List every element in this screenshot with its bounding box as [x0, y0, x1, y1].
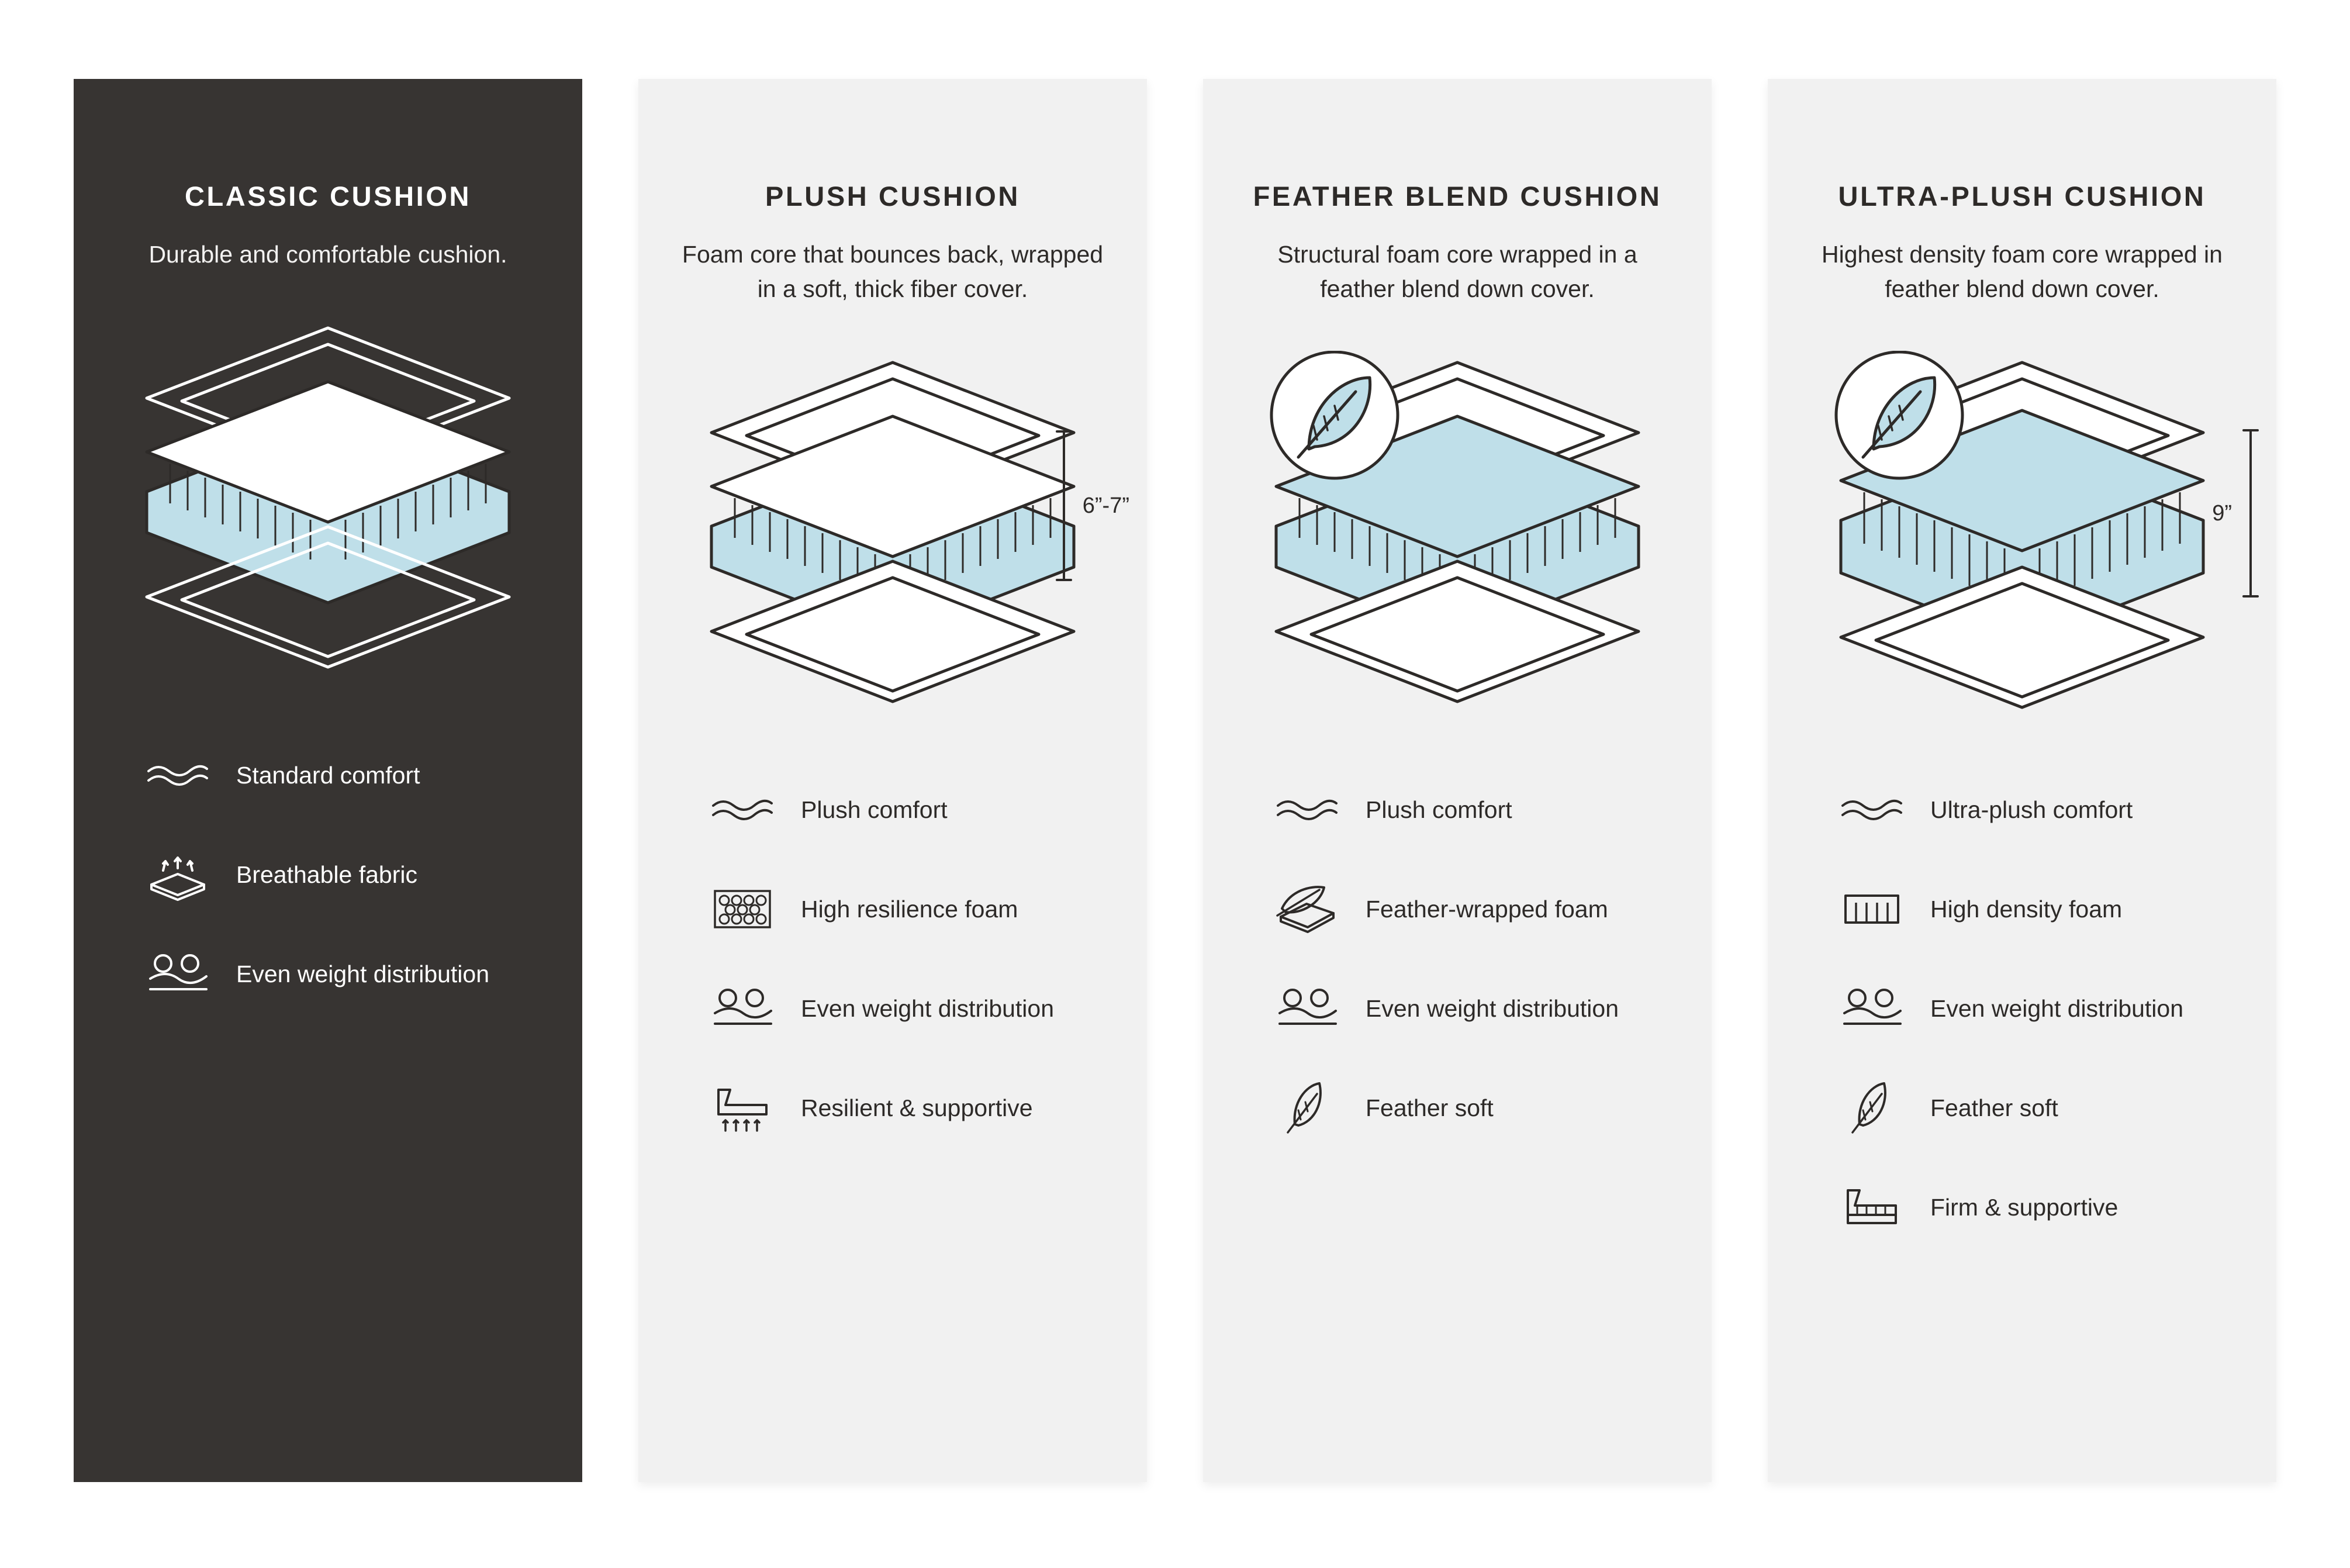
card-classic-cushion — [74, 79, 582, 1482]
feature-label: Breathable fabric — [236, 861, 417, 888]
list-item — [1238, 760, 1677, 859]
feather-badge-icon — [1836, 352, 1962, 478]
feature-label: Feather soft — [1930, 1094, 2058, 1121]
supportive-chair-icon — [1833, 1175, 1910, 1239]
list-item — [1238, 1058, 1677, 1158]
list-item — [1238, 859, 1677, 959]
card-description: Highest density foam core wrapped in feather blend down cover. — [1822, 240, 2223, 302]
exploded-cushion-diagram-ultra-plush — [1791, 327, 2253, 737]
card-description: Foam core that bounces back, wrapped in a soft, thick fiber cover. — [682, 240, 1104, 302]
dimension-annotation-plush — [1056, 427, 1129, 585]
list-item — [673, 760, 1112, 859]
page-title: CLASSIC CUSHION — [184, 181, 472, 212]
dimension-label: 9” — [2212, 500, 2232, 526]
list-item — [673, 1058, 1112, 1158]
feature-label: Even weight distribution — [801, 994, 1055, 1022]
feature-label: Feather-wrapped foam — [1366, 895, 1608, 923]
exploded-cushion-diagram-classic — [97, 293, 559, 702]
page-title: ULTRA-PLUSH CUSHION — [1838, 181, 2206, 212]
card-ultra-plush-cushion — [1768, 79, 2276, 1482]
list-item — [673, 859, 1112, 959]
feature-list-feather-blend — [1238, 760, 1677, 1158]
even-weight-icon — [704, 976, 781, 1041]
feature-label: High resilience foam — [801, 895, 1018, 923]
wave-icon — [1833, 778, 1910, 842]
feature-label: Feather soft — [1366, 1094, 1494, 1121]
feature-label: High density foam — [1930, 895, 2123, 923]
feather-badge-icon — [1271, 352, 1398, 478]
feather-wrapped-foam-icon — [1269, 877, 1346, 941]
card-description: Structural foam core wrapped in a feather blend down cover. — [1277, 240, 1637, 302]
feature-label: Even weight distribution — [236, 960, 490, 987]
card-description: Durable and comfortable cushion. — [148, 240, 507, 268]
feature-list-ultra-plush — [1803, 760, 2241, 1257]
feature-list-plush — [673, 760, 1112, 1158]
breathable-fabric-icon — [139, 842, 216, 907]
card-feather-blend-cushion — [1203, 79, 1712, 1482]
feather-icon — [1269, 1076, 1346, 1140]
feature-label: Even weight distribution — [1366, 994, 1619, 1022]
feature-label: Plush comfort — [1366, 796, 1512, 823]
list-item — [673, 959, 1112, 1058]
wave-icon — [704, 778, 781, 842]
exploded-cushion-diagram-feather-blend — [1226, 327, 1688, 737]
feather-icon — [1833, 1076, 1910, 1140]
foam-core-layer — [147, 382, 509, 603]
high-density-foam-icon — [1833, 877, 1910, 941]
card-plush-cushion — [638, 79, 1147, 1482]
list-item — [1803, 959, 2241, 1058]
honeycomb-foam-icon — [704, 877, 781, 941]
wave-icon — [139, 743, 216, 807]
even-weight-icon — [139, 942, 216, 1006]
page-title: FEATHER BLEND CUSHION — [1253, 181, 1662, 212]
list-item — [1803, 760, 2241, 859]
list-item — [109, 726, 547, 825]
list-item — [1803, 1058, 2241, 1158]
supportive-chair-icon — [704, 1076, 781, 1140]
list-item — [1803, 859, 2241, 959]
feature-label: Resilient & supportive — [801, 1094, 1033, 1121]
list-item — [109, 924, 547, 1024]
feature-label: Plush comfort — [801, 796, 948, 823]
dimension-annotation-ultra-plush — [2212, 426, 2259, 601]
feature-label: Even weight distribution — [1930, 994, 2184, 1022]
page-title: PLUSH CUSHION — [765, 181, 1020, 212]
list-item — [1803, 1158, 2241, 1257]
feature-label: Ultra-plush comfort — [1930, 796, 2133, 823]
wave-icon — [1269, 778, 1346, 842]
even-weight-icon — [1269, 976, 1346, 1041]
feature-list-classic — [109, 726, 547, 1024]
dimension-label: 6”-7” — [1082, 493, 1129, 518]
feature-label: Firm & supportive — [1930, 1193, 2119, 1221]
feature-label: Standard comfort — [236, 761, 420, 789]
list-item — [1238, 959, 1677, 1058]
even-weight-icon — [1833, 976, 1910, 1041]
list-item — [109, 825, 547, 924]
exploded-cushion-diagram-plush — [662, 327, 1129, 737]
